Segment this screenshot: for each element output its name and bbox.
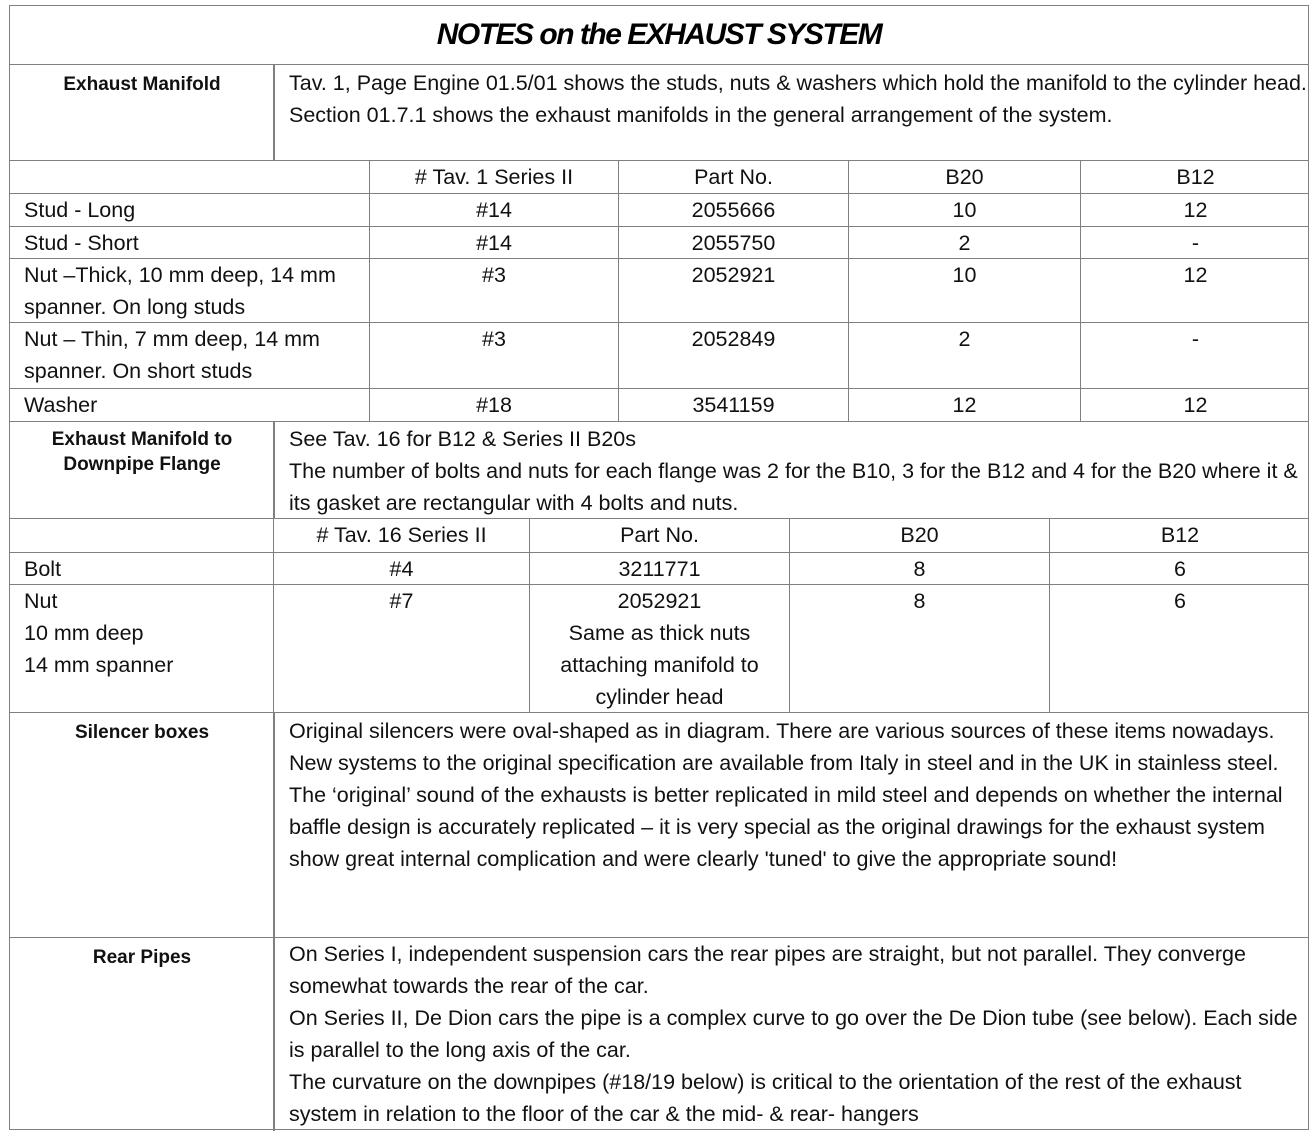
silencer-boxes-label: Silencer boxes xyxy=(74,722,210,743)
header-tav: # Tav. 16 Series II xyxy=(273,519,529,552)
rear-paragraph-3: The curvature on the downpipes (#18/19 below) is critical to the orientation of the rest of the exhaust system in relation to the floor of the car & the mid- & rear- hangers xyxy=(289,1070,1242,1126)
row-b12: - xyxy=(1080,227,1310,258)
row-b12: 6 xyxy=(1049,553,1310,584)
row-item xyxy=(10,585,273,713)
table-row xyxy=(10,585,1308,713)
row-tav: #7 xyxy=(273,585,529,713)
table-row xyxy=(10,553,1308,585)
row-tav: #14 xyxy=(369,227,618,258)
silencer-boxes-text xyxy=(289,715,1307,875)
table-row xyxy=(10,323,1308,389)
row-item: Bolt xyxy=(24,557,62,581)
row-part-no: 3211771 xyxy=(529,553,789,584)
manifold-parts-table xyxy=(10,161,1308,422)
row-tav: #4 xyxy=(273,553,529,584)
exhaust-notes-document xyxy=(9,5,1309,1130)
table-row xyxy=(10,194,1308,227)
row-b20: 2 xyxy=(848,323,1080,388)
header-tav: # Tav. 1 Series II xyxy=(369,161,618,193)
row-part-no xyxy=(529,585,789,713)
row-item: Washer xyxy=(24,393,98,417)
table-header-row xyxy=(10,519,1308,553)
header-b12: B12 xyxy=(1080,161,1310,193)
row-item: Stud - Short xyxy=(24,231,139,255)
row-b12: 12 xyxy=(1080,389,1310,422)
table-row xyxy=(10,259,1308,323)
row-b20: 10 xyxy=(848,259,1080,322)
flange-parts-table xyxy=(10,519,1308,713)
row-b20: 12 xyxy=(848,389,1080,422)
row-part-no: 2055750 xyxy=(618,227,848,258)
header-b12: B12 xyxy=(1049,519,1310,552)
silencer-boxes-section xyxy=(10,713,1308,938)
row-b20: 8 xyxy=(789,553,1049,584)
header-b20: B20 xyxy=(789,519,1049,552)
row-part-no: 2052921 xyxy=(618,259,848,322)
rear-pipes-text xyxy=(289,938,1307,1130)
rear-paragraph-1: On Series I, independent suspension cars the rear pipes are straight, but not parallel. They converge somewhat towards the rear of the car. xyxy=(289,942,1246,998)
nut-label: Nut xyxy=(24,589,58,613)
row-tav: #3 xyxy=(369,323,618,388)
row-part-no: 2052849 xyxy=(618,323,848,388)
downpipe-flange-label: Exhaust Manifold to Downpipe Flange xyxy=(51,429,233,475)
row-tav: #14 xyxy=(369,194,618,226)
nut-spanner: 14 mm spanner xyxy=(24,653,174,677)
document-title: NOTES on the EXHAUST SYSTEM xyxy=(10,6,1308,65)
exhaust-manifold-text: Tav. 1, Page Engine 01.5/01 shows the studs, nuts & washers which hold the manifold to the cylinder head. Section 01.7.1 shows the exhaust manifolds in the general arrangement of the system. xyxy=(289,71,1307,127)
flange-line-1: See Tav. 16 for B12 & Series II B20s xyxy=(289,427,636,451)
row-part-no: 2055666 xyxy=(618,194,848,226)
row-b12: 12 xyxy=(1080,259,1310,322)
row-b12: - xyxy=(1080,323,1310,388)
flange-line-2: The number of bolts and nuts for each flange was 2 for the B10, 3 for the B12 and 4 for the B20 where it & its gasket are rectangular with 4 bolts and nuts. xyxy=(289,459,1298,515)
row-b12: 12 xyxy=(1080,194,1310,226)
row-item: Stud - Long xyxy=(24,198,136,222)
row-part-no: 3541159 xyxy=(618,389,848,422)
row-item: Nut –Thick, 10 mm deep, 14 mm spanner. On long studs xyxy=(24,263,336,319)
row-b12: 6 xyxy=(1049,585,1310,713)
table-header-row xyxy=(10,161,1308,194)
downpipe-flange-section xyxy=(10,422,1308,519)
nut-part-number: 2052921 xyxy=(617,589,702,613)
silencer-paragraph-2: New systems to the original specification are available from Italy in steel and in the UK in stainless steel. The ‘original’ sound of the exhausts is better replicated in mild steel and depends on whether the internal baffle design is accurately replicated – it is very special as the original drawings for the exhaust system show great internal complication and were clearly 'tuned' to give the appropriate sound! xyxy=(289,751,1283,871)
silencer-paragraph-1: Original silencers were oval-shaped as in diagram. There are various sources of these items nowadays. xyxy=(289,719,1275,743)
header-item xyxy=(10,519,273,552)
row-b20: 2 xyxy=(848,227,1080,258)
row-b20: 8 xyxy=(789,585,1049,713)
rear-pipes-section xyxy=(10,938,1308,1131)
row-tav: #3 xyxy=(369,259,618,322)
row-tav: #18 xyxy=(369,389,618,422)
table-row xyxy=(10,227,1308,259)
nut-depth: 10 mm deep xyxy=(24,621,144,645)
exhaust-manifold-label: Exhaust Manifold xyxy=(63,74,221,95)
nut-part-note: Same as thick nuts attaching manifold to cylinder head xyxy=(560,621,759,709)
row-b20: 10 xyxy=(848,194,1080,226)
table-row xyxy=(10,389,1308,422)
rear-paragraph-2: On Series II, De Dion cars the pipe is a complex curve to go over the De Dion tube (see below). Each side is parallel to the long axis of the car. xyxy=(289,1006,1298,1062)
header-item xyxy=(10,161,369,193)
row-item: Nut – Thin, 7 mm deep, 14 mm spanner. On short studs xyxy=(24,327,320,383)
header-part-no: Part No. xyxy=(618,161,848,193)
downpipe-flange-text xyxy=(289,423,1307,519)
exhaust-manifold-section xyxy=(10,65,1308,161)
header-part-no: Part No. xyxy=(529,519,789,552)
rear-pipes-label: Rear Pipes xyxy=(92,947,192,968)
header-b20: B20 xyxy=(848,161,1080,193)
